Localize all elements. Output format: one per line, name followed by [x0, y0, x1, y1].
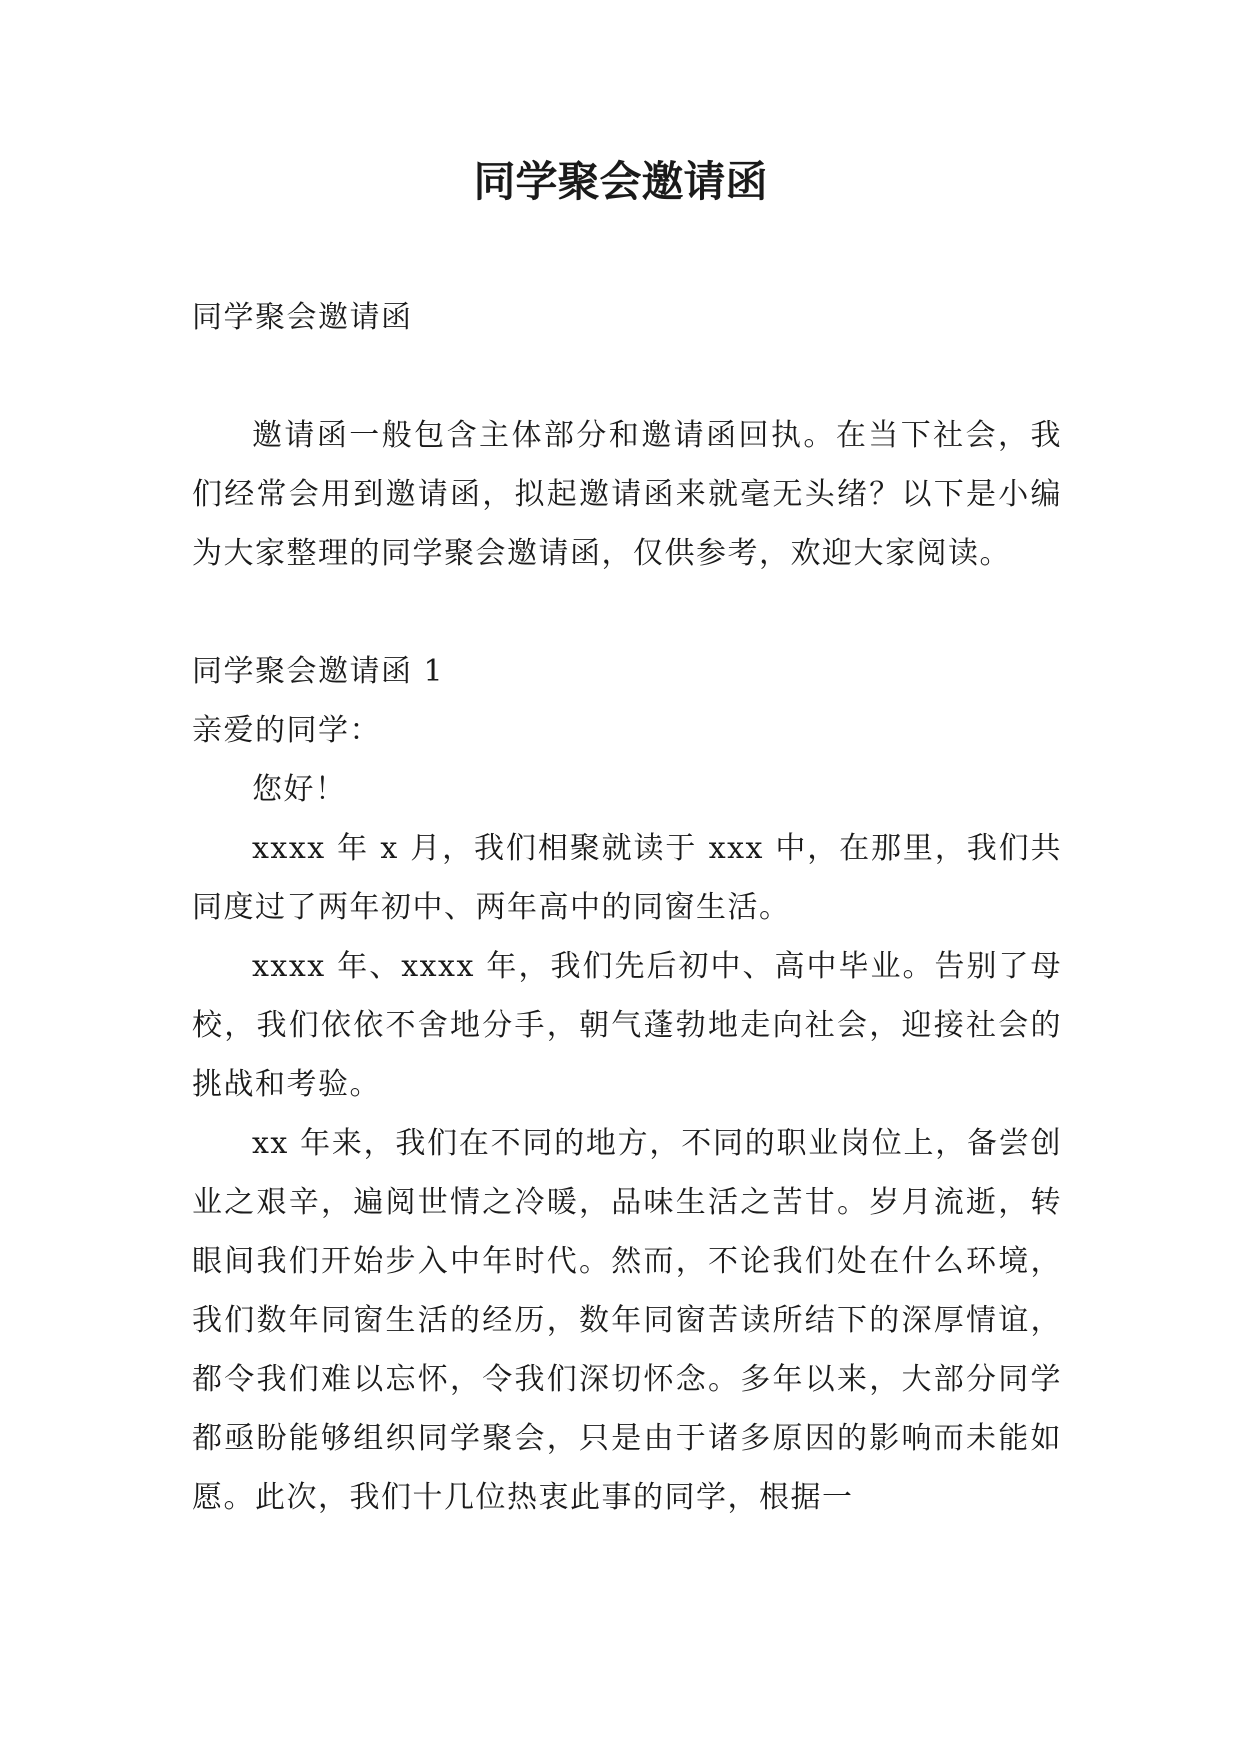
- body-paragraph-3: xx 年来，我们在不同的地方，不同的职业岗位上，备尝创业之艰辛，遍阅世情之冷暖，品味生活之苦甘。岁月流逝，转眼间我们开始步入中年时代。然而，不论我们处在什么环境，我们数年同窗生活的经历，数年同窗苦读所结下的深厚情谊，都令我们难以忘怀，令我们深切怀念。多年以来，大部分同学都亟盼能够组织同学聚会，只是由于诸多原因的影响而未能如愿。此次，我们十几位热衷此事的同学，根据一: [192, 1126, 1062, 1515]
- document-subtitle: 同学聚会邀请函: [192, 300, 413, 335]
- greeting: 您好！: [252, 772, 347, 807]
- intro-paragraph: 邀请函一般包含主体部分和邀请函回执。在当下社会，我们经常会用到邀请函，拟起邀请函来就毫无头绪？以下是小编为大家整理的同学聚会邀请函，仅供参考，欢迎大家阅读。: [192, 418, 1062, 571]
- document-title: 同学聚会邀请函: [473, 157, 768, 206]
- salutation: 亲爱的同学：: [192, 713, 381, 748]
- body-paragraph-1: xxxx 年 x 月，我们相聚就读于 xxx 中，在那里，我们共同度过了两年初中、两年高中的同窗生活。: [192, 831, 1062, 925]
- document-body: [192, 288, 1062, 1527]
- section-heading: 同学聚会邀请函 1: [192, 654, 445, 689]
- body-paragraph-2: xxxx 年、xxxx 年，我们先后初中、高中毕业。告别了母校，我们依依不舍地分手，朝气蓬勃地走向社会，迎接社会的挑战和考验。: [192, 949, 1062, 1102]
